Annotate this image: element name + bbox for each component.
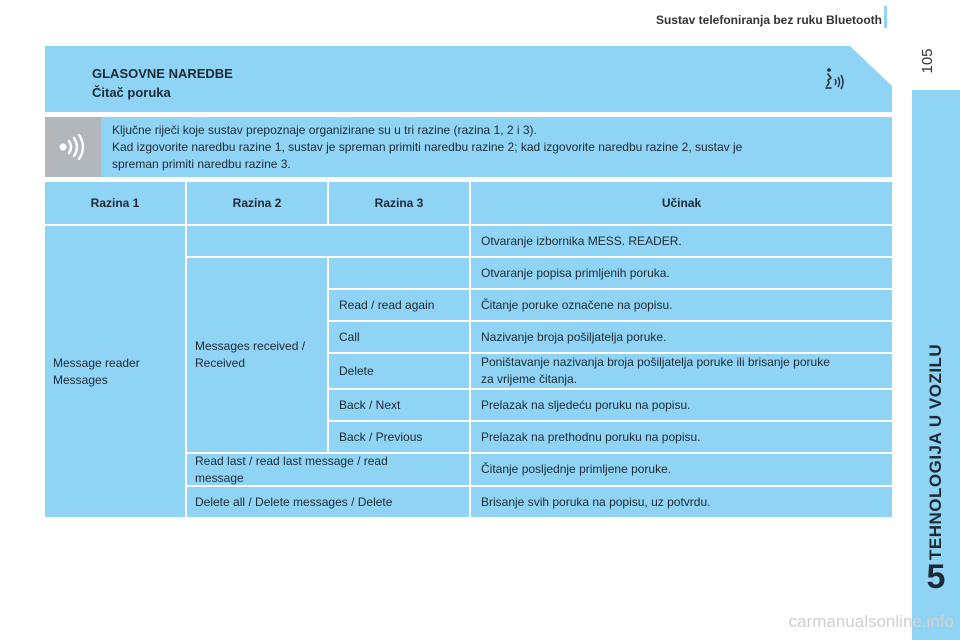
info-line: spreman primiti naredbu razine 3.: [112, 157, 291, 171]
header-divider: [884, 6, 887, 28]
chapter-number: 5: [926, 558, 946, 596]
table-cell-text: za vrijeme čitanja.: [481, 372, 578, 386]
speaker-sound-icon: [58, 134, 88, 160]
table-cell-empty: [187, 226, 469, 256]
table-cell-effect: Čitanje posljednje primljene poruke.: [471, 454, 892, 485]
table-cell-level2: [187, 454, 469, 485]
table-header-level3: Razina 3: [329, 182, 469, 224]
table-cell-text: Messages: [53, 372, 108, 387]
section-subtitle: Čitač poruka: [92, 85, 171, 100]
table-cell-level3: Back / Previous: [329, 422, 469, 452]
table-cell-effect: Prelazak na sljedeću poruku na popisu.: [471, 390, 892, 420]
table-cell-text: Read last / read last message / read: [195, 453, 388, 468]
table-cell-level3: Read / read again: [329, 290, 469, 320]
info-line: Ključne riječi koje sustav prepoznaje organizirane su u tri razine (razina 1, 2 i 3).: [112, 123, 537, 137]
info-text: [112, 122, 882, 173]
table-cell-effect: Otvaranje popisa primljenih poruka.: [471, 258, 892, 288]
section-title: GLASOVNE NAREDBE: [92, 66, 233, 81]
page-number: 105: [919, 48, 936, 74]
table-cell-effect: Brisanje svih poruka na popisu, uz potvrdu.: [471, 487, 892, 517]
table-cell-level3: Back / Next: [329, 390, 469, 420]
table-cell-text: Received: [195, 356, 246, 370]
table-cell-text: Poništavanje nazivanja broja pošiljatelja poruke ili brisanje poruke: [481, 355, 830, 369]
chapter-title: TEHNOLOGIJA U VOZILU: [926, 343, 945, 560]
table-cell-level3: Delete: [329, 354, 469, 388]
table-cell-effect: Čitanje poruke označene na popisu.: [471, 290, 892, 320]
table-cell-level3: Call: [329, 322, 469, 352]
watermark: carmanualsonline.info: [788, 612, 954, 631]
table-cell-effect: Otvaranje izbornika MESS. READER.: [471, 226, 892, 256]
header-title: Sustav telefoniranja bez ruku Bluetooth: [655, 13, 882, 27]
table-header-effect: Učinak: [471, 182, 892, 224]
table-cell-level2: Delete all / Delete messages / Delete: [187, 487, 469, 517]
table-header-level1: Razina 1: [45, 182, 185, 224]
table-cell-text: Messages received /: [195, 339, 306, 353]
table-cell-text: Message reader: [53, 355, 140, 370]
voice-command-icon: [822, 66, 846, 92]
table-cell-text: message: [195, 470, 244, 485]
table-cell-level1: [45, 226, 185, 517]
table-cell-effect: Prelazak na prethodnu poruku na popisu.: [471, 422, 892, 452]
table-cell-empty: [329, 258, 469, 288]
table-cell-effect: Nazivanje broja pošiljatelja poruke.: [471, 322, 892, 352]
table-cell-level2: [187, 258, 327, 452]
table-header-level2: Razina 2: [187, 182, 327, 224]
table-cell-effect: [471, 354, 892, 388]
info-line: Kad izgovorite naredbu razine 1, sustav je spreman primiti naredbu razine 2; kad izgovorite naredbu razine 2, sustav je: [112, 140, 743, 154]
